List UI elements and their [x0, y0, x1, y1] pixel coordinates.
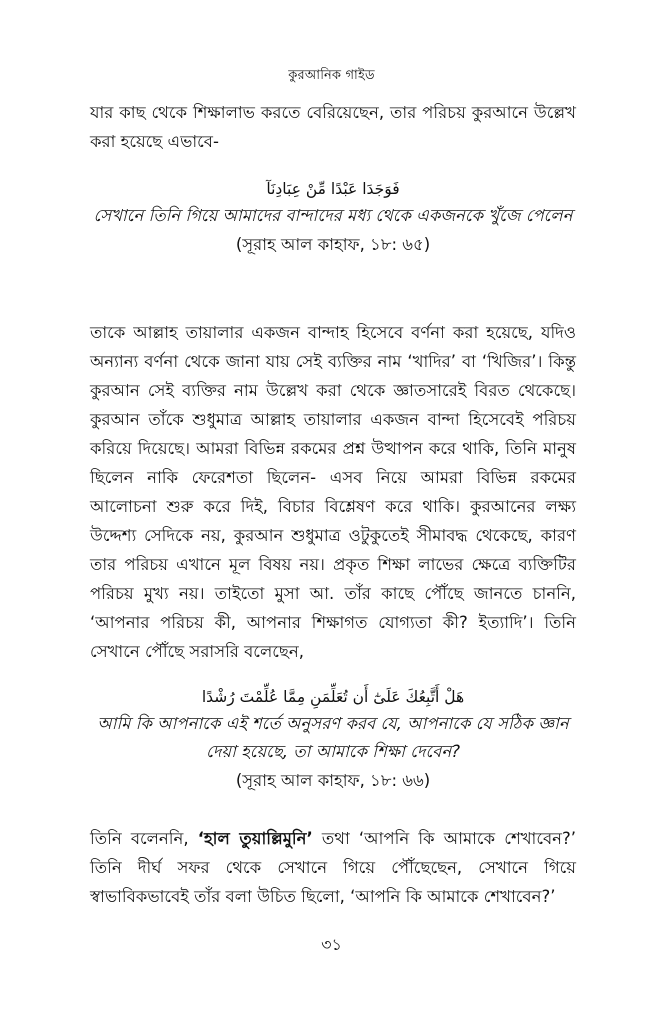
paragraph-text: তথা ‘আপনি কি আমাকে শেখাবেন?’ তিনি দীর্ঘ সফর থেকে সেখানে গিয়ে পৌঁছেছেন, সেখানে গিয়ে স্বাভাবিকভাবেই তাঁর বলা উচিত ছিলো, ‘আপনি কি আমাকে শেখাবেন?’: [90, 829, 576, 906]
arabic-verse: هَلْ أَتَّبِعُكَ عَلَىٰٓ أَن تُعَلِّمَنِ مِمَّا عُلِّمْتَ رُشْدًا: [201, 688, 465, 706]
body-paragraph-3: [90, 824, 576, 911]
verse-reference: (সূরাহ আল কাহাফ, ১৮: ৬৫): [235, 235, 431, 254]
verse-translation: আমি কি আপনাকে এই শর্তে অনুসরণ করব যে, আপনাকে যে সঠিক জ্ঞান দেয়া হয়েছে, তা আমাকে শিক্ষা দেবেন?: [97, 714, 569, 761]
arabic-verse: فَوَجَدَا عَبْدًا مِّنْ عِبَادِنَآ: [266, 180, 400, 198]
body-paragraph-2: তাকে আল্লাহ তায়ালার একজন বান্দাহ হিসেবে বর্ণনা করা হয়েছে, যদিও অন্যান্য বর্ণনা থেকে জানা যায় সেই ব্যক্তির নাম ‘খাদির’ বা ‘খিজির’। কিন্তু কুরআন সেই ব্যক্তির নাম উল্লেখ করা থেকে জ্ঞাতসারেই বিরত থেকেছে। কুরআন তাঁকে শুধুমাত্র আল্লাহ তায়ালার একজন বান্দা হিসেবেই পরিচয় করিয়ে দিয়েছে। আমরা বিভিন্ন রকমের প্রশ্ন উত্থাপন করে থাকি, তিনি মানুষ ছিলেন নাকি ফেরেশতা ছিলেন- এসব নিয়ে আমরা বিভিন্ন রকমের আলোচনা শুরু করে দিই, বিচার বিশ্লেষণ করে থাকি। কুরআনের লক্ষ্য উদ্দেশ্য সেদিকে নয়, কুরআন শুধুমাত্র ওটুকুতেই সীমাবদ্ধ থেকেছে, কারণ তার পরিচয় এখানে মূল বিষয় নয়। প্রকৃত শিক্ষা লাভের ক্ষেত্রে ব্যক্তিটির পরিচয় মুখ্য নয়। তাইতো মুসা আ. তাঁর কাছে পৌঁছে জানতে চাননি, ‘আপনার পরিচয় কী, আপনার শিক্ষাগত যোগ্যতা কী? ইত্যাদি’। তিনি সেখানে পৌঁছে সরাসরি বলেছেন,: [90, 323, 576, 661]
running-header: কুরআনিক গাইড: [288, 68, 375, 83]
bold-term: ‘হাল তুয়াল্লিমুনি’: [197, 829, 313, 848]
paragraph-text: তিনি বলেননি,: [90, 829, 198, 848]
verse-translation: সেখানে তিনি গিয়ে আমাদের বান্দাদের মধ্য থেকে একজনকে খুঁজে পেলেন: [93, 206, 573, 225]
page-number: ৩১: [321, 935, 342, 954]
verse-reference: (সূরাহ আল কাহাফ, ১৮: ৬৬): [235, 771, 431, 790]
body-paragraph-1: যার কাছ থেকে শিক্ষালাভ করতে বেরিয়েছেন, তার পরিচয় কুরআনে উল্লেখ করা হয়েছে এভাবে-: [90, 103, 576, 151]
quran-quote-1: [90, 176, 576, 259]
quran-quote-2: [90, 684, 576, 795]
